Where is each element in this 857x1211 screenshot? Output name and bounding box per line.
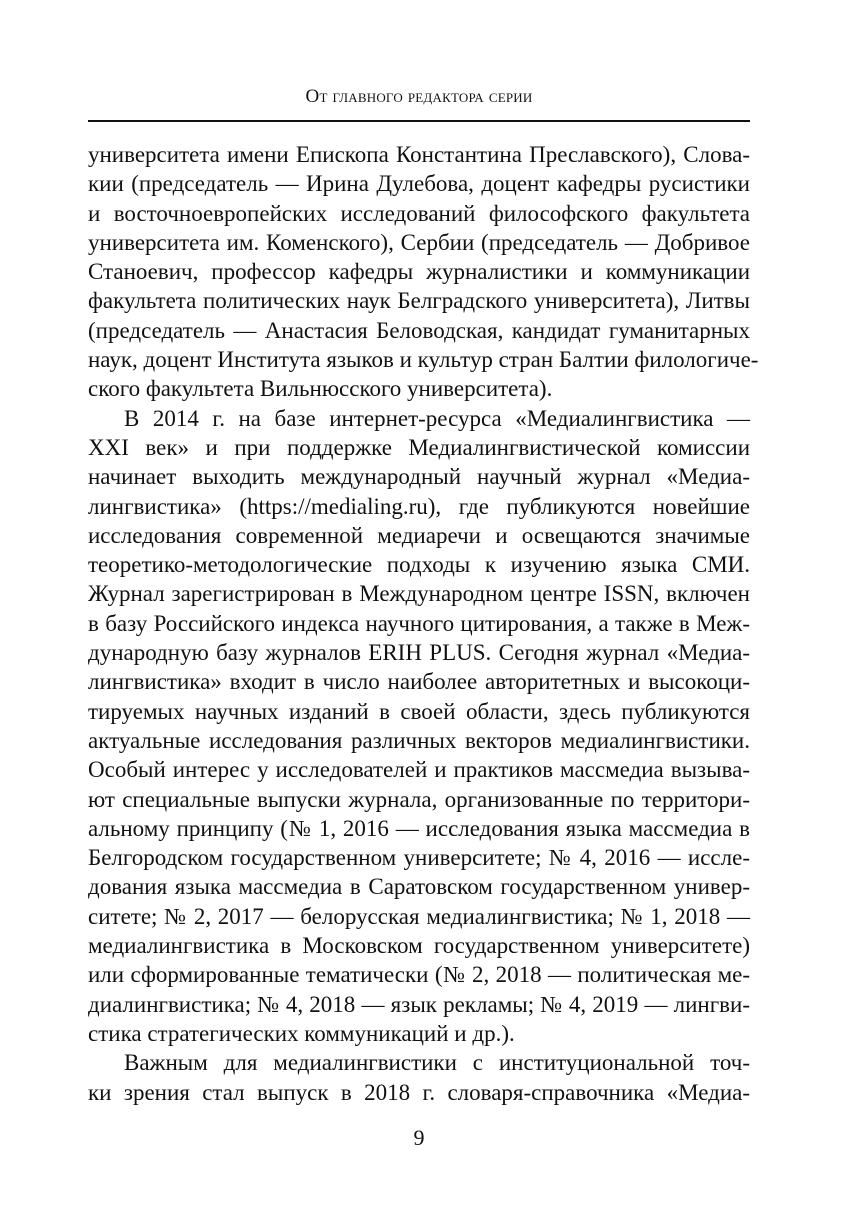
text-line: университета им. Коменского), Сербии (председатель — Добривое <box>88 229 750 255</box>
header-rule <box>88 120 750 122</box>
text-line: лингвистика» (https://medialing.ru), где публикуются новейшие <box>88 493 750 519</box>
page-number: 9 <box>413 1125 425 1150</box>
text-line: лингвистика» входит в число наиболее авторитетных и высокоци- <box>88 669 750 695</box>
text-line: дования языка массмедиа в Саратовском государственном универ- <box>88 874 750 900</box>
text-line: или сформированные тематически (№ 2, 2018 — политическая ме- <box>88 962 750 988</box>
text-line: исследования современной медиаречи и освещаются значимые <box>88 522 750 548</box>
text-line: тируемых научных изданий в своей области, здесь публикуются <box>88 698 750 724</box>
text-line: В 2014 г. на базе интернет-ресурса «Медиалингвистика — <box>124 405 750 431</box>
text-line: актуальные исследования различных векторов медиалингвистики. <box>88 727 750 753</box>
text-line: начинает выходить международный научный журнал «Медиа- <box>88 464 750 490</box>
text-line: в базу Российского индекса научного цитирования, а также в Меж- <box>88 610 750 636</box>
text-line: ют специальные выпуски журнала, организованные по территори- <box>88 786 750 812</box>
text-line: медиалингвистика в Московском государственном университете) <box>88 933 750 959</box>
text-line: диалингвистика; № 4, 2018 — язык рекламы; № 4, 2019 — лингви- <box>88 991 750 1017</box>
running-header: От главного редактора серии <box>305 86 533 107</box>
text-line: университета имени Епископа Константина Преславского), Слова- <box>88 142 750 167</box>
text-line: ского факультета Вильнюсского университета). <box>88 376 553 402</box>
text-line: дународную базу журналов ERIH PLUS. Сегодня журнал «Медиа- <box>88 640 750 666</box>
text-line: кии (председатель — Ирина Дулебова, доцент кафедры русистики <box>88 171 750 197</box>
text-line: стика стратегических коммуникаций и др.). <box>88 1020 515 1046</box>
body-text <box>88 140 759 1107</box>
text-line: (председатель — Анастасия Беловодская, кандидат гуманитарных <box>88 317 750 343</box>
text-line: ситете; № 2, 2017 — белорусская медиалингвистика; № 1, 2018 — <box>88 903 750 929</box>
text-line: Особый интерес у исследователей и практиков массмедиа вызыва- <box>88 757 750 783</box>
text-line: Важным для медиалингвистики с институциональной точ- <box>124 1050 750 1076</box>
text-line: и восточноевропейских исследований философского факультета <box>88 200 750 226</box>
text-line: факультета политических наук Белградского университета), Литвы <box>88 288 750 314</box>
text-line: XXI век» и при поддержке Медиалингвистической комиссии <box>88 434 750 460</box>
text-line: теоретико-методологические подходы к изучению языка СМИ. <box>88 552 750 578</box>
text-line: альному принципу (№ 1, 2016 — исследования языка массмедиа в <box>88 815 750 841</box>
text-line: наук, доцент Института языков и культур стран Балтии филологиче- <box>88 347 759 373</box>
text-line: Станоевич, профессор кафедры журналистики и коммуникации <box>88 259 750 285</box>
text-line: Журнал зарегистрирован в Международном центре ISSN, включен <box>88 581 750 607</box>
text-line: Белгородском государственном университете; № 4, 2016 — иссле- <box>88 845 750 871</box>
text-line: ки зрения стал выпуск в 2018 г. словаря-справочника «Медиа- <box>88 1079 750 1105</box>
